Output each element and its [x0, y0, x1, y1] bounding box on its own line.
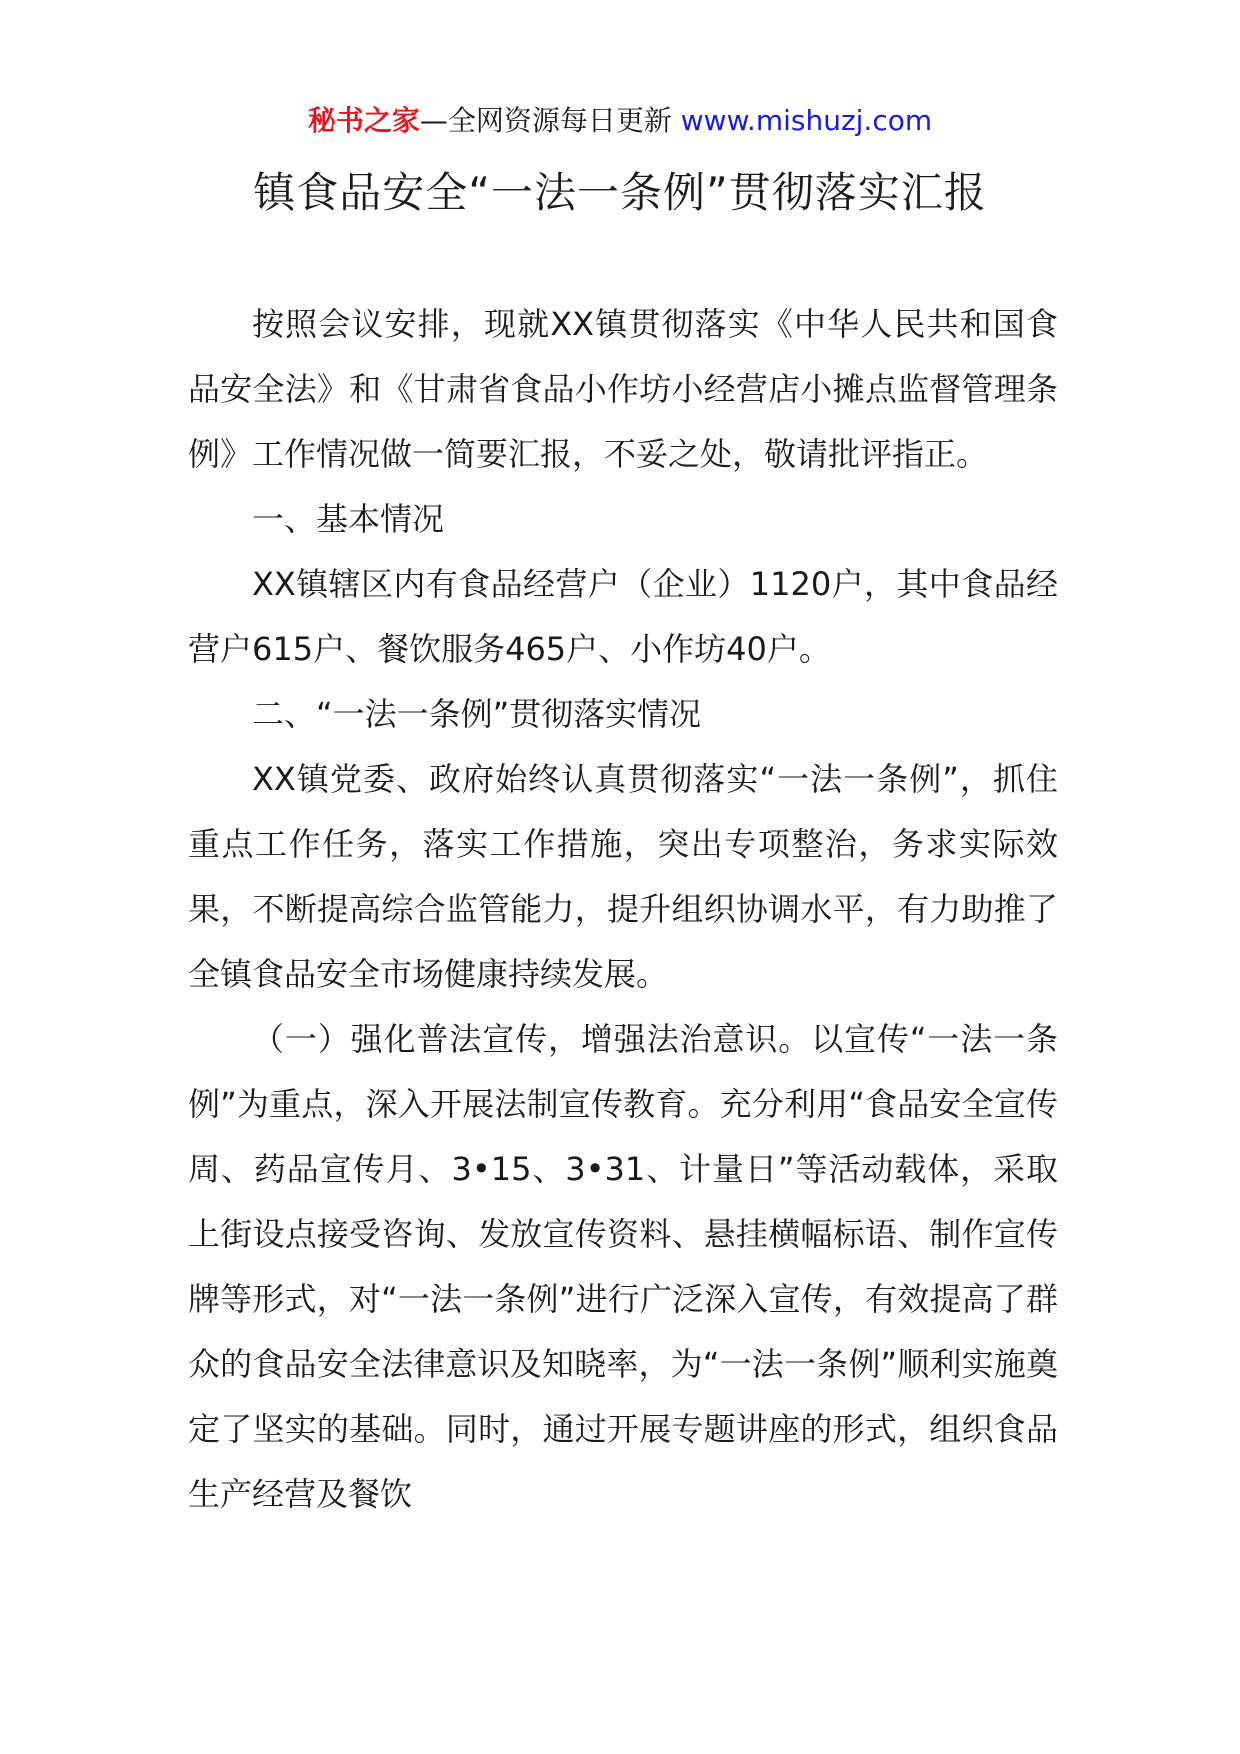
header-tagline: —全网资源每日更新 — [419, 104, 681, 137]
implementation-paragraph: XX镇党委、政府始终认真贯彻落实“一法一条例”，抓住重点工作任务，落实工作措施，突出专项整治，务求实际效果，不断提高综合监管能力，提升组织协调水平，有力助推了全镇食品安全市场健康持续发展。 — [188, 760, 1058, 993]
intro-paragraph: 按照会议安排，现就XX镇贯彻落实《中华人民共和国食品安全法》和《甘肃省食品小作坊小经营店小摊点监督管理条例》工作情况做一简要汇报，不妥之处，敬请批评指正。 — [188, 305, 1058, 473]
brand-name: 秘书之家 — [307, 104, 420, 137]
section-heading-basic-situation: 一、基本情况 — [252, 500, 445, 538]
header-url-link[interactable]: www.mishuzj.com — [680, 104, 933, 137]
document-title: 镇食品安全“一法一条例”贯彻落实汇报 — [253, 168, 987, 217]
basic-situation-paragraph: XX镇辖区内有食品经营户（企业）1120户，其中食品经营户615户、餐饮服务465户、小作坊40户。 — [188, 565, 1058, 668]
subsection-publicity-paragraph: （一）强化普法宣传，增强法治意识。以宣传“一法一条例”为重点，深入开展法制宣传教育。充分利用“食品安全宣传周、药品宣传月、3•15、3•31、计量日”等活动载体，采取上街设点接受咨询、发放宣传资料、悬挂横幅标语、制作宣传牌等形式，对“一法一条例”进行广泛深入宣传，有效提高了群众的食品安全法律意识及知晓率，为“一法一条例”顺利实施奠定了坚实的基础。同时，通过开展专题讲座的形式，组织食品生产经营及餐饮 — [188, 1020, 1058, 1513]
site-header — [0, 101, 1240, 141]
section-heading-implementation: 二、“一法一条例”贯彻落实情况 — [252, 695, 702, 733]
document-body — [188, 292, 1058, 1527]
